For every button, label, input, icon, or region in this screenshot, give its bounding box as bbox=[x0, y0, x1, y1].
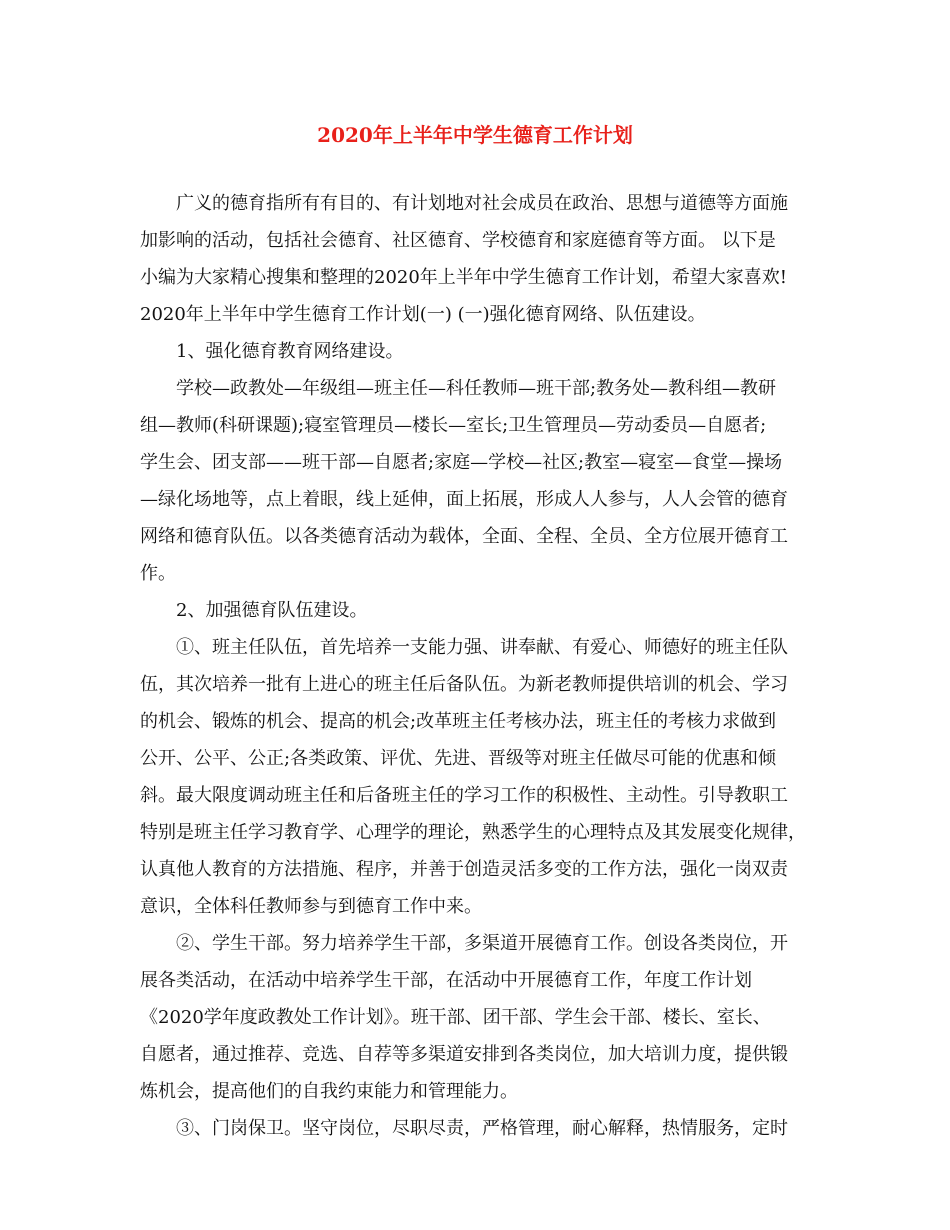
body-line: 作。 bbox=[140, 563, 176, 584]
body-line: 意识，全体科任教师参与到德育工作中来。 bbox=[140, 896, 482, 917]
body-line: 自愿者，通过推荐、竞选、自荐等多渠道安排到各类岗位，加大培训力度，提供锻 bbox=[140, 1044, 788, 1065]
body-line: 广义的德育指所有有目的、有计划地对社会成员在政治、思想与道德等方面施 bbox=[176, 193, 788, 214]
body-line: 的机会、锻炼的机会、提高的机会;改革班主任考核办法，班主任的考核力求做到 bbox=[140, 711, 777, 732]
body-line: 小编为大家精心搜集和整理的2020年上半年中学生德育工作计划，希望大家喜欢! bbox=[140, 267, 788, 288]
body-line: 公开、公平、公正;各类政策、评优、先进、晋级等对班主任做尽可能的优惠和倾 bbox=[140, 748, 777, 769]
body-line: —绿化场地等，点上着眼，线上延伸，面上拓展，形成人人参与，人人会管的德育 bbox=[140, 489, 788, 510]
body-line: 1、强化德育教育网络建设。 bbox=[176, 341, 404, 362]
body-line: 特别是班主任学习教育学、心理学的理论，熟悉学生的心理特点及其发展变化规律， bbox=[140, 822, 806, 843]
body-line: ②、学生干部。努力培养学生干部，多渠道开展德育工作。创设各类岗位，开 bbox=[176, 933, 788, 954]
body-line: 2、加强德育队伍建设。 bbox=[176, 600, 368, 621]
body-line: 加影响的活动，包括社会德育、社区德育、学校德育和家庭德育等方面。 以下是 bbox=[140, 230, 776, 251]
body-line: 2020年上半年中学生德育工作计划(一) (一)强化德育网络、队伍建设。 bbox=[140, 304, 706, 325]
body-line: 《2020学年度政教处工作计划》。班干部、团干部、学生会干部、楼长、室长、 bbox=[140, 1007, 771, 1028]
body-line: 伍，其次培养一批有上进心的班主任后备队伍。为新老教师提供培训的机会、学习 bbox=[140, 674, 788, 695]
body-line: 展各类活动，在活动中培养学生干部，在活动中开展德育工作，年度工作计划 bbox=[140, 970, 752, 991]
body-line: 组—教师(科研课题);寝室管理员—楼长—室长;卫生管理员—劳动委员—自愿者; bbox=[140, 415, 767, 436]
body-line: ③、门岗保卫。坚守岗位，尽职尽责，严格管理，耐心解释，热情服务，定时 bbox=[176, 1118, 788, 1139]
body-line: 网络和德育队伍。以各类德育活动为载体，全面、全程、全员、全方位展开德育工 bbox=[140, 526, 788, 547]
document-title: 2020年上半年中学生德育工作计划 bbox=[317, 123, 633, 147]
body-line: 学校—政教处—年级组—班主任—科任教师—班干部;教务处—教科组—教研 bbox=[176, 378, 777, 399]
body-line: 炼机会，提高他们的自我约束能力和管理能力。 bbox=[140, 1081, 518, 1102]
body-line: 学生会、团支部——班干部—自愿者;家庭—学校—社区;教室—寝室—食堂—操场 bbox=[140, 452, 783, 473]
body-line: 斜。最大限度调动班主任和后备班主任的学习工作的积极性、主动性。引导教职工 bbox=[140, 785, 788, 806]
body-line: ①、班主任队伍，首先培养一支能力强、讲奉献、有爱心、师德好的班主任队 bbox=[176, 637, 788, 658]
body-line: 认真他人教育的方法措施、程序，并善于创造灵活多变的工作方法，强化一岗双责 bbox=[140, 859, 788, 880]
